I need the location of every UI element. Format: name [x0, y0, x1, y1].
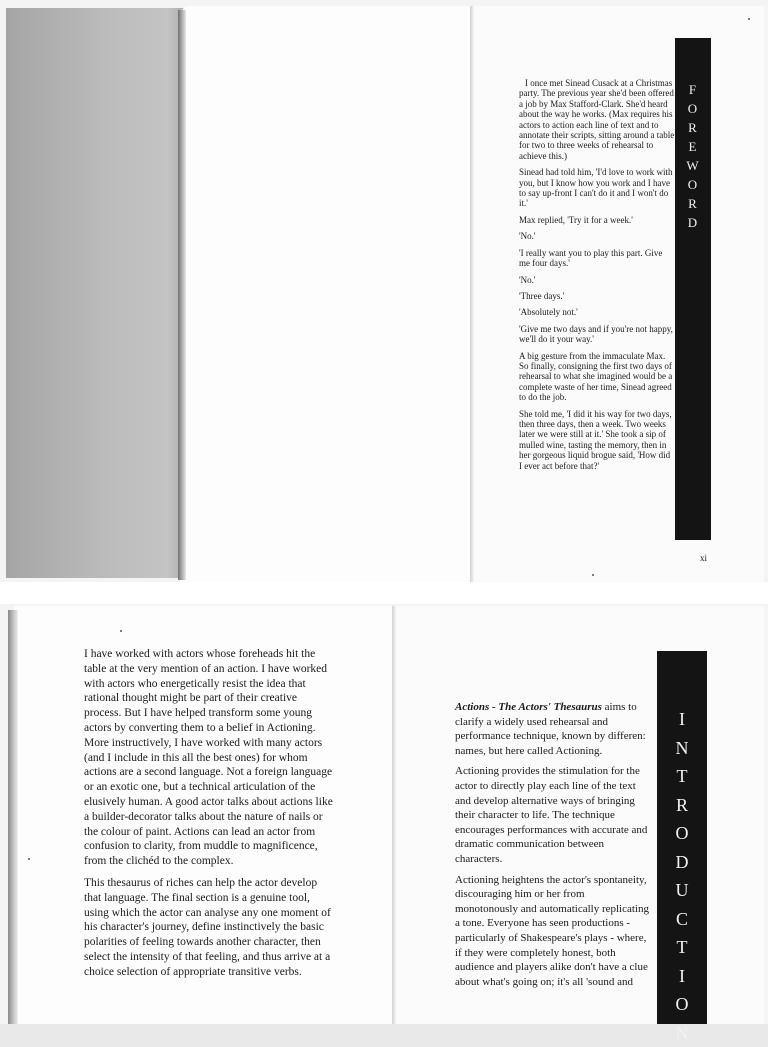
heading-letter: W	[686, 156, 699, 175]
foreword-paragraph: 'Absolutely not.'	[519, 307, 675, 317]
book-title: Actions - The Actors' Thesaurus	[455, 701, 602, 713]
foreword-paragraph: 'Three days.'	[519, 291, 675, 301]
heading-letter: E	[689, 137, 698, 156]
introduction-right-text	[455, 700, 650, 995]
heading-letter: R	[688, 194, 698, 213]
scan-speck	[748, 18, 750, 20]
introduction-heading-bar	[657, 651, 707, 1024]
blank-left-page	[180, 6, 472, 582]
foreword-paragraph: 'Give me two days and if you're not happy, we'll do it your way.'	[519, 324, 675, 345]
heading-letter: D	[676, 848, 689, 877]
heading-letter: O	[688, 175, 698, 194]
heading-letter: U	[676, 876, 689, 905]
foreword-paragraph: 'No.'	[519, 275, 675, 285]
spine-shadow	[178, 10, 186, 580]
scan-separator	[0, 582, 768, 604]
heading-letter: N	[676, 1019, 689, 1047]
heading-letter: N	[676, 734, 689, 763]
foreword-paragraph: I once met Sinead Cusack at a Christmas party. The previous year she'd been offered a job by Max Stafford-Clark. She'd heard about the way he works. (Max requires his actors to action each line of text and to annotate their scripts, sitting around a table for two to three weeks of rehearsal to achieve this.)	[519, 78, 675, 161]
scan-speck	[592, 574, 594, 576]
foreword-paragraph: 'No.'	[519, 231, 675, 241]
heading-letter: D	[688, 213, 698, 232]
foreword-paragraph: 'I really want you to play this part. Give me four days.'	[519, 248, 675, 269]
heading-letter: O	[688, 99, 698, 118]
body-paragraph	[455, 700, 650, 758]
heading-letter: O	[676, 819, 689, 848]
paragraph-text: aims to clarify a widely used rehearsal and performance technique, known by differen: names, but here called Actioning.	[455, 701, 646, 757]
introduction-left-text	[84, 647, 334, 987]
foreword-text	[519, 78, 675, 477]
heading-letter: O	[676, 990, 689, 1019]
heading-letter: I	[679, 705, 685, 734]
foreword-paragraph: Max replied, 'Try it for a week.'	[519, 215, 675, 225]
foreword-heading-bar	[675, 38, 711, 540]
foreword-paragraph: Sinead had told him, 'I'd love to work with you, but I know how you work and I have to say up-front I can't do it and I won't do it.'	[519, 167, 675, 209]
foreword-paragraph: A big gesture from the immaculate Max. So finally, consigning the first two days of rehearsal to what she imagined would be a complete waste of her time, Sinead agreed to do the job.	[519, 351, 675, 403]
body-paragraph: This thesaurus of riches can help the actor develop that language. The final section is a genuine tool, using which the actor can analyse any one moment of his character's journey, define instinctively the basic polarities of feeling towards another character, then select the intensity of that feeling, and thus arrive at a choice selection of appropriate transitive verbs.	[84, 876, 334, 980]
heading-letter: R	[676, 791, 688, 820]
heading-letter: T	[677, 933, 688, 962]
heading-letter: T	[677, 762, 688, 791]
heading-letter: I	[679, 962, 685, 991]
foreword-paragraph: She told me, 'I did it his way for two days, then three days, then a week. Two weeks later we were still at it.' She took a sip of mulled wine, tasting the memory, then in her gorgeous liquid brogue said, 'How did I ever act before that?'	[519, 409, 675, 471]
page-number: xi	[700, 553, 707, 563]
scan-speck	[28, 858, 30, 860]
heading-letter: R	[688, 118, 698, 137]
heading-letter: C	[676, 905, 688, 934]
scan-speck	[120, 630, 122, 632]
previous-page-edge	[6, 8, 196, 578]
body-paragraph: Actioning provides the stimulation for the actor to directly play each line of the text and develop alternative ways of bringing their character to life. The technique encourages performances with accurate and dramatic communication between characters.	[455, 764, 650, 866]
heading-letter: F	[689, 80, 697, 99]
page-edge-shadow	[8, 610, 18, 1024]
body-paragraph: I have worked with actors whose foreheads hit the table at the very mention of an action. I have worked with actors who energetically resist the idea that rational thought might be part of their creative process. But I have helped transform some young actors by converting them to a belief in Actioning. More instructively, I have worked with many actors (and I include in this all the best ones) for whom actions are a second language. Not a foreign language or an exotic one, but a technical articulation of the elusively human. A good actor talks about actions like a builder-decorator talks about the nature of nails or the colour of paint. Actions can lead an actor from confusion to clarity, from muddle to magnificence, from the clichéd to the complex.	[84, 647, 334, 869]
body-paragraph: Actioning heightens the actor's spontaneity, discouraging him or her from monotonously and automatically replicating a tone. Everyone has seen productions - particularly of Shakespeare's plays - where, if they were completely honest, both audience and players alike don't have a clue about what's going on; it's all 'sound and	[455, 873, 650, 990]
